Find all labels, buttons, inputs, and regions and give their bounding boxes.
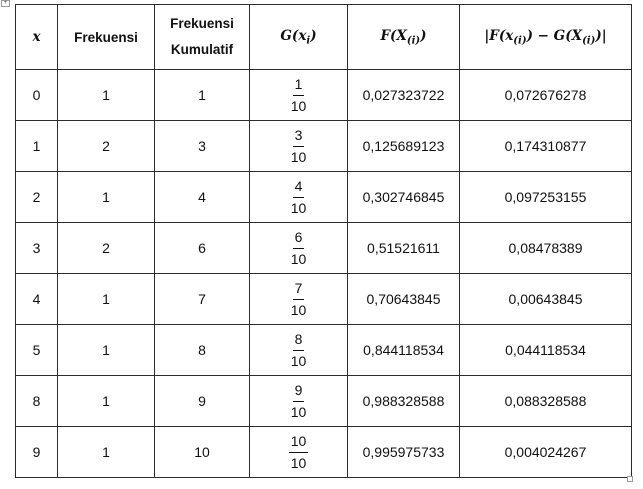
header-diff-label: $|F(x_{(i)}) - G(X_{(i)})|$: [484, 27, 607, 47]
fraction: [291, 178, 307, 217]
table-row: [16, 274, 632, 325]
cell-diff: 0,088328588: [460, 376, 632, 427]
fraction-denominator: 10: [290, 352, 307, 369]
fraction-denominator: 10: [290, 199, 307, 216]
cell-diff: 0,044118534: [460, 325, 632, 376]
fraction: [291, 382, 307, 421]
cell-frekuensi: 1: [58, 70, 155, 121]
table-row: [16, 223, 632, 274]
fraction-numerator: 7: [293, 280, 305, 300]
cell-g-fraction: [250, 376, 348, 427]
table-row: [16, 427, 632, 478]
cell-kumulatif: 3: [155, 121, 250, 172]
header-x-label: x: [32, 29, 41, 45]
cell-x: 4: [16, 274, 58, 325]
fraction: [291, 280, 307, 319]
fraction-denominator: 10: [290, 301, 307, 318]
fraction-denominator: 10: [290, 403, 307, 420]
table-resize-handle[interactable]: [627, 476, 633, 482]
header-frekuensi: [58, 5, 155, 70]
cell-diff: 0,08478389: [460, 223, 632, 274]
header-f-label: $F(X_{(i)})$: [380, 27, 427, 47]
cell-frekuensi: 2: [58, 223, 155, 274]
fraction-numerator: 1: [293, 76, 305, 96]
cell-f: 0,51521611: [348, 223, 460, 274]
header-g: [250, 5, 348, 70]
table-row: [16, 121, 632, 172]
cell-g-fraction: [250, 223, 348, 274]
table-row: [16, 70, 632, 121]
cell-g-fraction: [250, 121, 348, 172]
cell-kumulatif: 7: [155, 274, 250, 325]
cell-x: 8: [16, 376, 58, 427]
cell-f: 0,302746845: [348, 172, 460, 223]
cell-kumulatif: 10: [155, 427, 250, 478]
fraction-numerator: 10: [289, 433, 309, 453]
cell-kumulatif: 4: [155, 172, 250, 223]
frequency-table: [15, 4, 632, 478]
fraction-denominator: 10: [290, 148, 307, 165]
fraction-denominator: 10: [290, 97, 307, 114]
cell-frekuensi: 1: [58, 376, 155, 427]
table-row: [16, 325, 632, 376]
cell-x: 5: [16, 325, 58, 376]
cell-g-fraction: [250, 427, 348, 478]
cell-g-fraction: [250, 172, 348, 223]
table-move-handle[interactable]: +: [1, 0, 10, 7]
fraction-denominator: 10: [290, 250, 307, 267]
cell-frekuensi: 1: [58, 274, 155, 325]
table-row: [16, 376, 632, 427]
cell-kumulatif: 8: [155, 325, 250, 376]
header-diff: [460, 5, 632, 70]
cell-x: 1: [16, 121, 58, 172]
cell-g-fraction: [250, 70, 348, 121]
cell-kumulatif: 6: [155, 223, 250, 274]
fraction: [289, 433, 309, 472]
cell-g-fraction: [250, 325, 348, 376]
cell-diff: 0,174310877: [460, 121, 632, 172]
fraction-numerator: 3: [293, 127, 305, 147]
fraction: [291, 229, 307, 268]
fraction: [291, 127, 307, 166]
fraction-denominator: 10: [290, 454, 307, 471]
cell-f: 0,70643845: [348, 274, 460, 325]
cell-x: 3: [16, 223, 58, 274]
cell-frekuensi: 1: [58, 172, 155, 223]
header-frekuensi-kumulatif: [155, 5, 250, 70]
table-row: [16, 172, 632, 223]
header-row: [16, 5, 632, 70]
cell-f: 0,027323722: [348, 70, 460, 121]
cell-x: 2: [16, 172, 58, 223]
cell-g-fraction: [250, 274, 348, 325]
cell-f: 0,995975733: [348, 427, 460, 478]
cell-f: 0,125689123: [348, 121, 460, 172]
fraction: [291, 331, 307, 370]
fraction-numerator: 9: [293, 382, 305, 402]
cell-x: 0: [16, 70, 58, 121]
cell-kumulatif: 1: [155, 70, 250, 121]
header-g-label: $G(x_i)$: [280, 27, 317, 47]
cell-frekuensi: 1: [58, 427, 155, 478]
cell-diff: 0,00643845: [460, 274, 632, 325]
cell-f: 0,844118534: [348, 325, 460, 376]
header-kumulatif-line1: Frekuensi: [170, 16, 234, 31]
cell-diff: 0,072676278: [460, 70, 632, 121]
fraction-numerator: 4: [293, 178, 305, 198]
cell-diff: 0,004024267: [460, 427, 632, 478]
cell-frekuensi: 2: [58, 121, 155, 172]
header-f: [348, 5, 460, 70]
header-kumulatif-line2: Kumulatif: [170, 42, 234, 57]
fraction: [291, 76, 307, 115]
header-frekuensi-label: Frekuensi: [74, 29, 138, 45]
cell-frekuensi: 1: [58, 325, 155, 376]
cell-x: 9: [16, 427, 58, 478]
cell-f: 0,988328588: [348, 376, 460, 427]
fraction-numerator: 8: [293, 331, 305, 351]
header-x: [16, 5, 58, 70]
cell-kumulatif: 9: [155, 376, 250, 427]
fraction-numerator: 6: [293, 229, 305, 249]
cell-diff: 0,097253155: [460, 172, 632, 223]
